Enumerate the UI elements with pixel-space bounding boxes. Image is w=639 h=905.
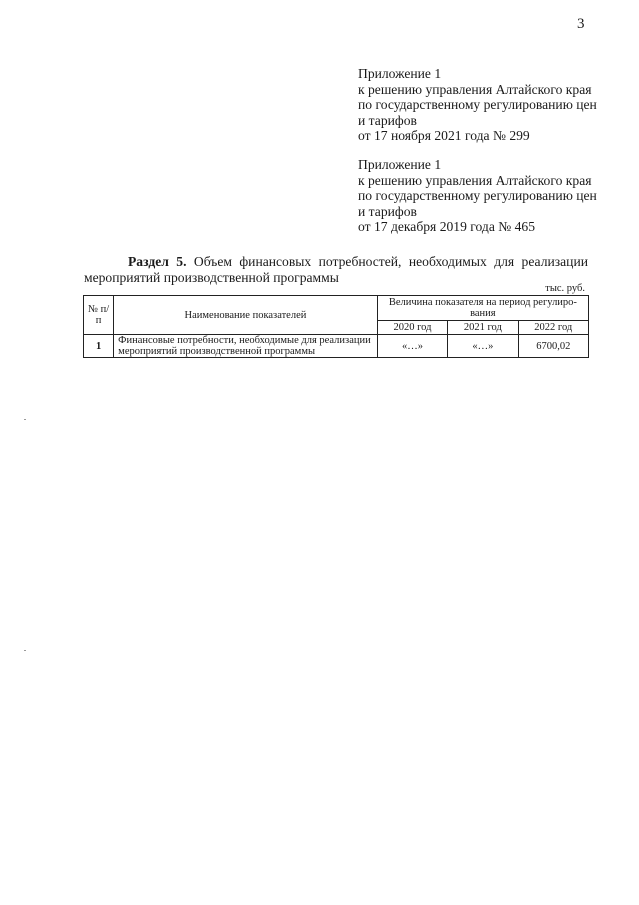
header-period xyxy=(377,296,588,321)
section-title-part1: Объем финансовых потребностей, необходимых для реализации xyxy=(193,254,588,269)
section-title-part2: мероприятий производственной программы xyxy=(84,269,339,285)
appendix-line: и тарифов xyxy=(358,203,417,219)
section-heading xyxy=(84,254,588,285)
header-period-line1: Величина показателя на период регулиро- xyxy=(388,297,577,308)
section-heading-line1 xyxy=(84,254,588,270)
appendix-line: Приложение 1 xyxy=(358,157,442,172)
header-year: 2021 год xyxy=(448,321,518,335)
appendix-date-line: от 17 ноября 2021 года № 299 xyxy=(358,128,530,144)
row-value-2021: «…» xyxy=(448,335,518,358)
row-num: 1 xyxy=(84,335,114,358)
appendix-line: по государственному регулированию цен xyxy=(358,188,597,204)
header-year: 2022 год xyxy=(518,321,588,335)
row-name-line1: Финансовые потребности, необходимые для реализации xyxy=(118,335,371,346)
header-period-line2: вания xyxy=(470,308,496,319)
section-label: Раздел 5. xyxy=(128,254,187,269)
scan-speck xyxy=(24,419,26,420)
table-row xyxy=(84,335,589,358)
units-label: тыс. руб. xyxy=(545,283,585,294)
appendix-block-current xyxy=(358,66,608,144)
header-name: Наименование показателей xyxy=(114,296,378,335)
row-name-line2: мероприятий производственной программы xyxy=(118,346,316,357)
appendix-line: к решению управления Алтайского края xyxy=(358,172,592,188)
header-year: 2020 год xyxy=(377,321,447,335)
appendix-line: Приложение 1 xyxy=(358,66,442,81)
appendix-line: и тарифов xyxy=(358,112,417,128)
row-value-2020: «…» xyxy=(377,335,447,358)
appendix-line: по государственному регулированию цен xyxy=(358,97,597,113)
appendix-block-original xyxy=(358,157,608,235)
page-number: 3 xyxy=(577,16,585,32)
header-num: № п/п xyxy=(84,296,114,335)
indicators-table xyxy=(83,295,589,358)
appendix-line: к решению управления Алтайского края xyxy=(358,81,592,97)
row-value-2022: 6700,02 xyxy=(518,335,588,358)
row-name xyxy=(114,335,378,358)
scan-speck xyxy=(24,650,26,651)
table-header-row xyxy=(84,296,589,321)
appendix-date-line: от 17 декабря 2019 года № 465 xyxy=(358,219,536,235)
